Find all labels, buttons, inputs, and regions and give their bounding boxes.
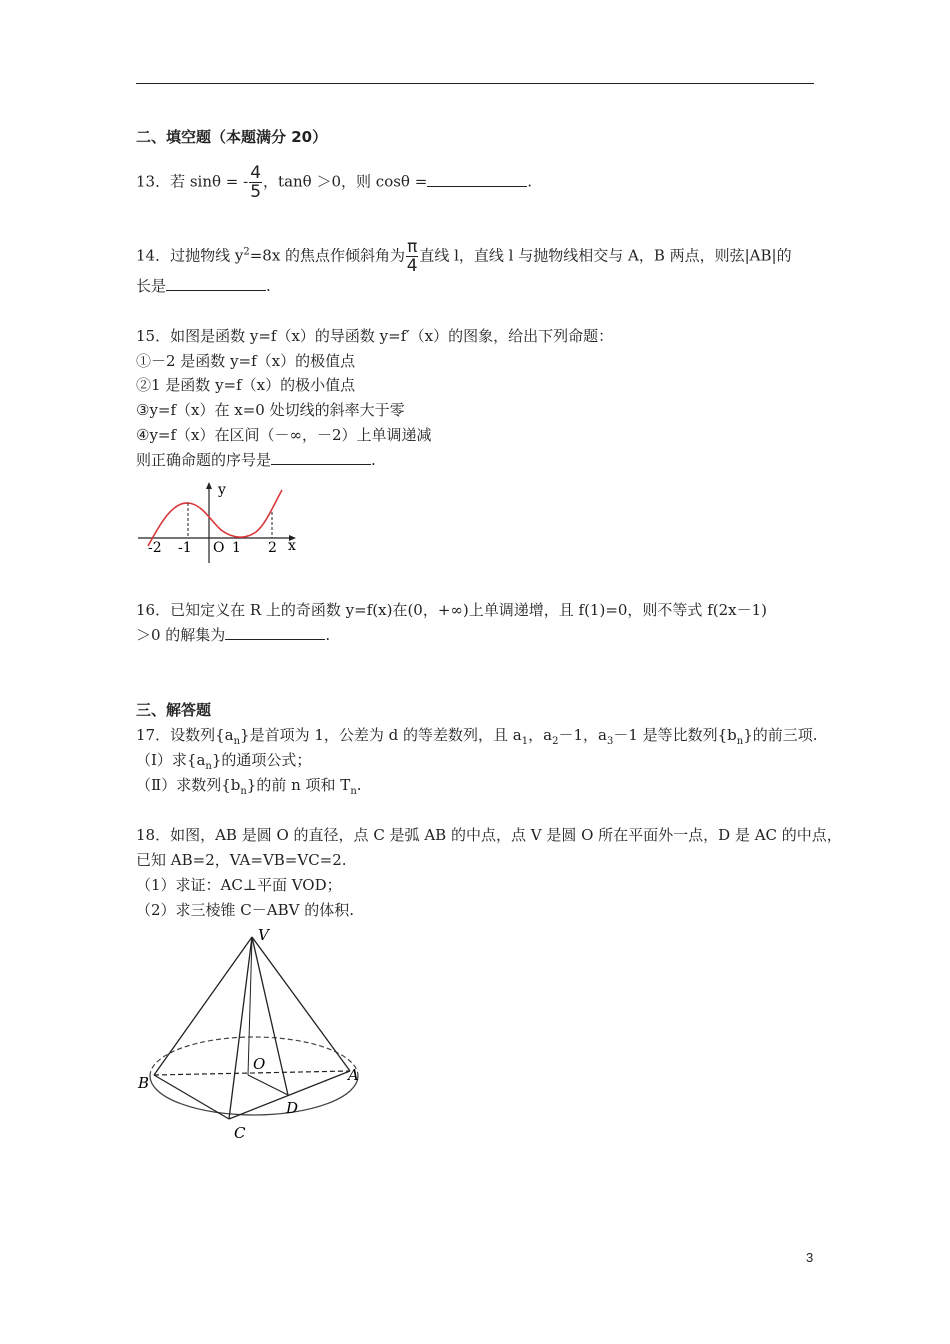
q17-p2-sub: n bbox=[240, 786, 247, 797]
q15-answer-blank[interactable] bbox=[271, 450, 371, 465]
q17-p1-text-b: }的通项公式； bbox=[211, 751, 312, 769]
q17-part-1 bbox=[136, 750, 311, 777]
segment-OD bbox=[248, 1075, 288, 1095]
q14-line2-text: 长是 bbox=[136, 277, 167, 295]
q17-p1-sub: n bbox=[205, 761, 212, 772]
label-B: B bbox=[138, 1074, 150, 1092]
q13-frac-num: 4 bbox=[250, 163, 262, 183]
question-16: 16．已知定义在 R 上的奇函数 y=f(x)在(0，+∞)上单调递增，且 f(1)=0，则不等式 f(2x－1) bbox=[136, 601, 768, 619]
q17-p2-text-c: . bbox=[356, 776, 362, 794]
q14-text-c: 直线 l，直线 l 与抛物线相交与 A，B 两点，则弦|AB|的 bbox=[419, 246, 792, 265]
q17-sub-c: 2 bbox=[552, 736, 559, 747]
q17-sub-a: n bbox=[233, 736, 241, 747]
q14-frac-num: π bbox=[407, 237, 418, 257]
q15-item-1: ①－2 是函数 y=f（x）的极值点 bbox=[136, 352, 356, 370]
q17-p2-text-b: }的前 n 项和 T bbox=[246, 776, 351, 794]
q14-text-b: =8x 的焦点作倾斜角为 bbox=[249, 246, 406, 265]
question-13 bbox=[136, 164, 532, 201]
question-18-line2: 已知 AB=2，VA=VB=VC=2. bbox=[136, 851, 347, 869]
q14-frac-den: 4 bbox=[406, 256, 418, 276]
q13-text-b: ，tanθ ＞0，则 cosθ = bbox=[263, 172, 428, 191]
q17-text-f: }的前三项. bbox=[743, 726, 818, 744]
q17-text-b: }是首项为 1，公差为 d 的等差数列，且 a bbox=[240, 726, 522, 744]
q16-answer-blank[interactable] bbox=[225, 625, 325, 640]
q15-end: . bbox=[371, 451, 376, 469]
q14-sup: 2 bbox=[243, 246, 250, 258]
section2-title: 二、填空题（本题满分 20） bbox=[136, 128, 328, 146]
label-O: O bbox=[253, 1055, 266, 1073]
q15-ask-text: 则正确命题的序号是 bbox=[136, 451, 272, 469]
tick-label-1: 1 bbox=[232, 540, 241, 556]
q15-ask bbox=[136, 450, 376, 470]
label-A: A bbox=[348, 1066, 359, 1084]
x-axis-label: x bbox=[288, 538, 296, 554]
question-16-line2 bbox=[136, 625, 330, 645]
q17-p2-sub2: n bbox=[350, 786, 357, 797]
q14-text-a: 14．过抛物线 y bbox=[136, 246, 244, 265]
q15-item-2: ②1 是函数 y=f（x）的极小值点 bbox=[136, 376, 356, 394]
origin-label: O bbox=[213, 540, 225, 556]
q16-end: . bbox=[325, 626, 331, 644]
tick-label-neg2: -2 bbox=[148, 540, 162, 556]
q17-part-2 bbox=[136, 775, 362, 802]
q13-text-a: 13．若 sinθ = - bbox=[136, 172, 249, 191]
question-17 bbox=[136, 725, 818, 752]
q15-item-3: ③y=f（x）在 x=0 处切线的斜率大于零 bbox=[136, 401, 405, 419]
question-14 bbox=[136, 238, 792, 275]
diameter-AB bbox=[154, 1071, 350, 1075]
q17-sub-b: 1 bbox=[521, 736, 529, 747]
q14-answer-blank[interactable] bbox=[166, 276, 266, 291]
header-rule bbox=[136, 83, 814, 84]
q17-p2-text-a: （Ⅱ）求数列{b bbox=[136, 776, 241, 794]
q17-p1-text-a: （Ⅰ）求{a bbox=[136, 751, 206, 769]
label-C: C bbox=[234, 1124, 246, 1142]
q13-fraction bbox=[249, 164, 262, 201]
page-number: 3 bbox=[806, 1250, 814, 1265]
q17-sub-d: 3 bbox=[606, 736, 614, 747]
q16-line2-text: ＞0 的解集为 bbox=[136, 626, 226, 644]
q17-text-a: 17．设数列{a bbox=[136, 726, 234, 744]
q14-fraction bbox=[406, 238, 418, 275]
q18-part-2: （2）求三棱锥 C－ABV 的体积. bbox=[136, 901, 355, 919]
q17-text-d: －1，a bbox=[558, 726, 607, 744]
label-V: V bbox=[258, 926, 269, 944]
tick-label-neg1: -1 bbox=[178, 540, 192, 556]
question-18: 18．如图，AB 是圆 O 的直径，点 C 是弧 AB 的中点，点 V 是圆 O 所在平面外一点，D 是 AC 的中点， bbox=[136, 826, 842, 844]
q17-text-c: ，a bbox=[528, 726, 553, 744]
q17-sub-e: n bbox=[736, 736, 744, 747]
q17-text-e: －1 是等比数列{b bbox=[613, 726, 737, 744]
q13-answer-blank[interactable] bbox=[427, 172, 527, 187]
y-axis-label: y bbox=[218, 482, 226, 498]
q13-frac-den: 5 bbox=[250, 182, 262, 202]
label-D: D bbox=[286, 1099, 299, 1117]
section3-title: 三、解答题 bbox=[136, 701, 212, 719]
question-15-intro: 15．如图是函数 y=f（x）的导函数 y=f′（x）的图象，给出下列命题： bbox=[136, 327, 614, 345]
q13-end: . bbox=[527, 172, 533, 191]
q15-derivative-graph bbox=[136, 478, 306, 568]
q18-part-1: （1）求证：AC⊥平面 VOD； bbox=[136, 876, 342, 894]
y-axis-arrow bbox=[206, 482, 212, 489]
q14-end: . bbox=[266, 277, 271, 295]
tick-label-2: 2 bbox=[268, 540, 277, 556]
question-14-line2 bbox=[136, 276, 271, 296]
q15-item-4: ④y=f（x）在区间（－∞，－2）上单调递减 bbox=[136, 426, 432, 444]
q18-cone-figure bbox=[136, 925, 366, 1145]
